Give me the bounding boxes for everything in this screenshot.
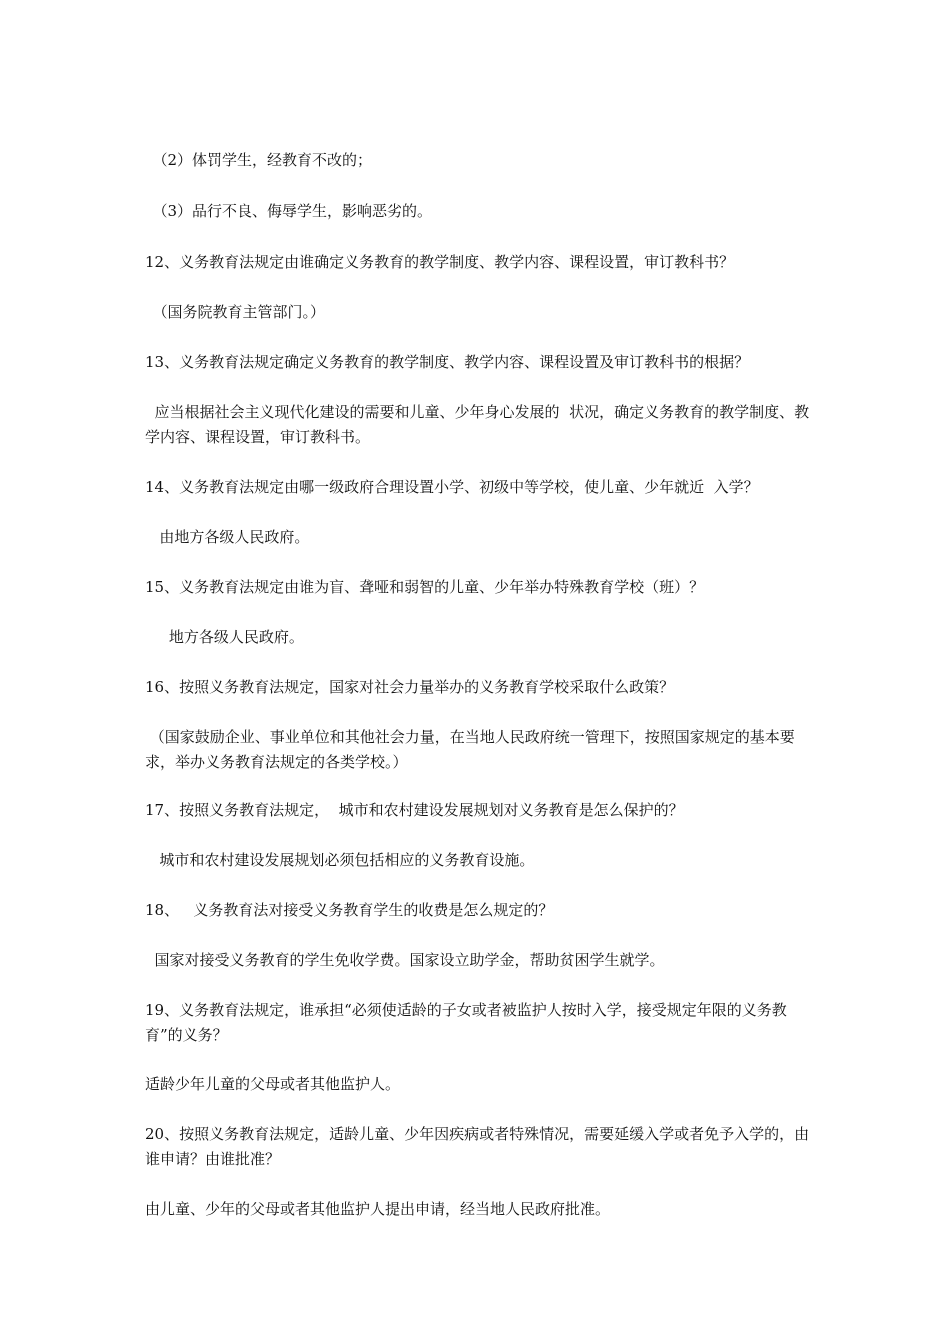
answer-18: 国家对接受义务教育的学生免收学费。国家设立助学金，帮助贫困学生就学。 xyxy=(145,951,665,969)
paragraph-item-2-corporal-punishment: （2）体罚学生，经教育不改的； xyxy=(145,151,373,169)
paragraph-item-3-misconduct: （3）品行不良、侮辱学生，影响恶劣的。 xyxy=(145,202,433,220)
question-20: 20、按照义务教育法规定，适龄儿童、少年因疾病或者特殊情况，需要延缓入学或者免予入学的，由谁申请？由谁批准？ xyxy=(145,1125,810,1168)
answer-12: （国务院教育主管部门。） xyxy=(145,303,326,321)
question-14: 14、义务教育法规定由哪一级政府合理设置小学、初级中等学校，使儿童、少年就近 入学？ xyxy=(145,478,759,496)
question-15: 15、义务教育法规定由谁为盲、聋哑和弱智的儿童、少年举办特殊教育学校（班）？ xyxy=(145,578,705,596)
answer-17: 城市和农村建设发展规划必须包括相应的义务教育设施。 xyxy=(145,851,535,869)
answer-20: 由儿童、少年的父母或者其他监护人提出申请，经当地人民政府批准。 xyxy=(145,1200,611,1218)
question-12: 12、义务教育法规定由谁确定义务教育的教学制度、教学内容、课程设置，审订教科书？ xyxy=(145,253,735,271)
question-18: 18、 义务教育法对接受义务教育学生的收费是怎么规定的？ xyxy=(145,901,554,919)
question-17: 17、按照义务教育法规定， 城市和农村建设发展规划对义务教育是怎么保护的？ xyxy=(145,801,684,819)
question-16: 16、按照义务教育法规定，国家对社会力量举办的义务教育学校采取什么政策？ xyxy=(145,678,675,696)
question-13: 13、义务教育法规定确定义务教育的教学制度、教学内容、课程设置及审订教科书的根据？ xyxy=(145,353,750,371)
answer-13: 应当根据社会主义现代化建设的需要和儿童、少年身心发展的 状况，确定义务教育的教学制度、教学内容、课程设置，审订教科书。 xyxy=(145,403,810,446)
answer-14: 由地方各级人民政府。 xyxy=(145,528,310,546)
answer-16: （国家鼓励企业、事业单位和其他社会力量，在当地人民政府统一管理下，按照国家规定的基本要求，举办义务教育法规定的各类学校。） xyxy=(145,728,795,771)
answer-19: 适龄少年儿童的父母或者其他监护人。 xyxy=(145,1075,401,1093)
answer-15: 地方各级人民政府。 xyxy=(145,628,304,646)
question-19: 19、义务教育法规定，谁承担“必须使适龄的子女或者被监护人按时入学，接受规定年限的义务教育”的义务？ xyxy=(145,1001,787,1044)
